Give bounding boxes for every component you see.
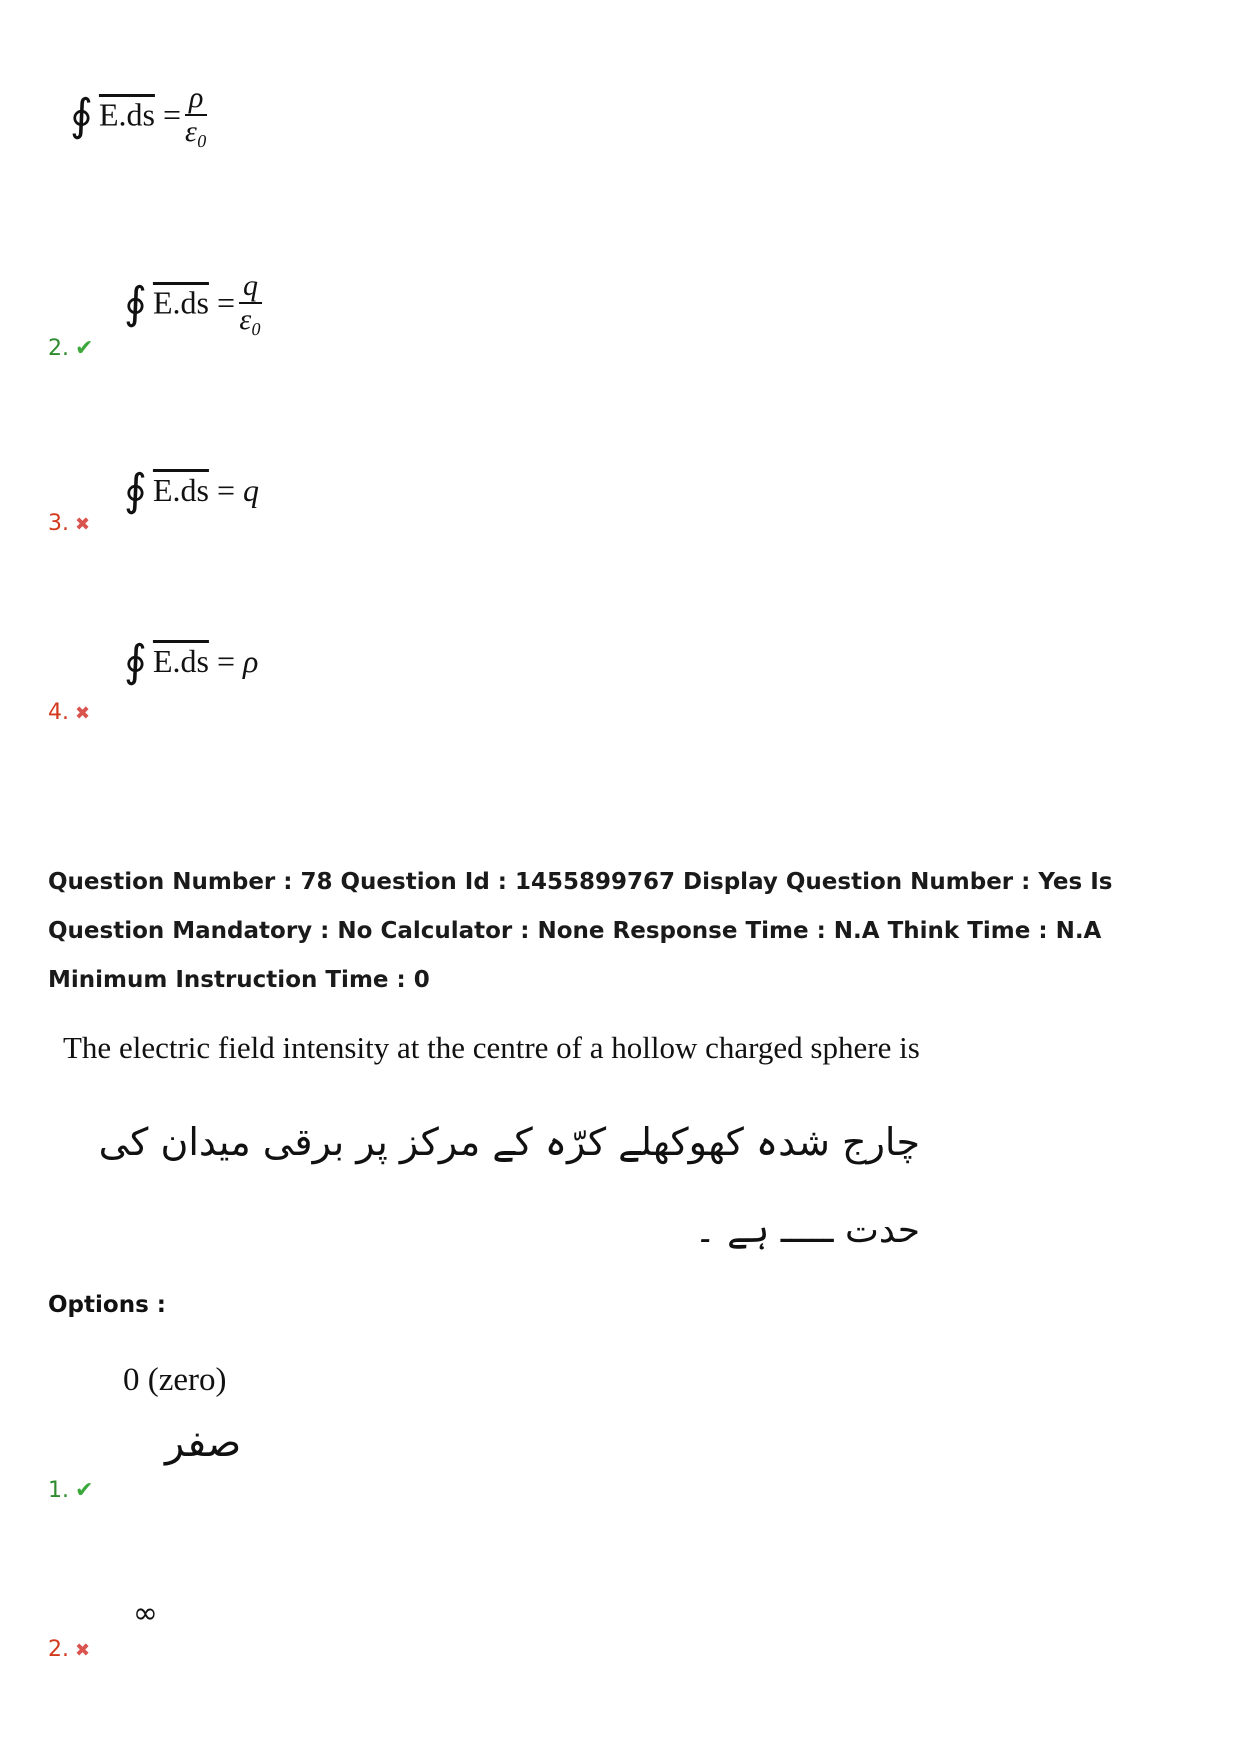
option-1-text-english: 0 (zero) [123, 1362, 227, 1398]
option-2-label: 2. ✖ [48, 1637, 91, 1662]
option-1-label: 1. ✔ [48, 1478, 94, 1503]
prev-option-2-label: 2. ✔ [48, 336, 94, 361]
prev-option-3-label: 3. ✖ [48, 511, 91, 536]
option-1-text-urdu: صفر [165, 1420, 242, 1466]
prev-option-3-formula: ∮ E.ds = q [124, 466, 259, 515]
cross-icon: ✖ [75, 514, 91, 535]
question-text-urdu-line2: حدت ـــــ ہے ۔ [694, 1210, 920, 1251]
prev-option-1-formula: ∮ E.ds = $\frac{\rho}{\text{ε₀}}$ [70, 81, 208, 148]
check-icon: ✔ [75, 336, 94, 361]
prev-option-2-formula: ∮ E.ds = $\frac{q}{\text{ε₀}}$ [124, 269, 262, 336]
option-2-text: ∞ [133, 1596, 158, 1631]
options-heading: Options : [48, 1292, 166, 1318]
question-text-urdu-line1: چارج شدہ کھوکھلے کرّہ کے مرکز پر برقی میدان کی [98, 1120, 920, 1164]
cross-icon: ✖ [75, 1640, 91, 1661]
prev-option-4-label: 4. ✖ [48, 700, 91, 725]
question-metadata: Question Number : 78 Question Id : 1455899767 Display Question Number : Yes Is Question Mandatory : No Calculator : None Response Time : N.A Think Time : N.A Minimum Instruction Time : 0 [48, 869, 1113, 993]
cross-icon: ✖ [75, 703, 91, 724]
check-icon: ✔ [75, 1478, 94, 1503]
question-text-english: The electric field intensity at the centre of a hollow charged sphere is [63, 1030, 920, 1065]
prev-option-4-formula: ∮ E.ds = ρ [124, 637, 259, 686]
